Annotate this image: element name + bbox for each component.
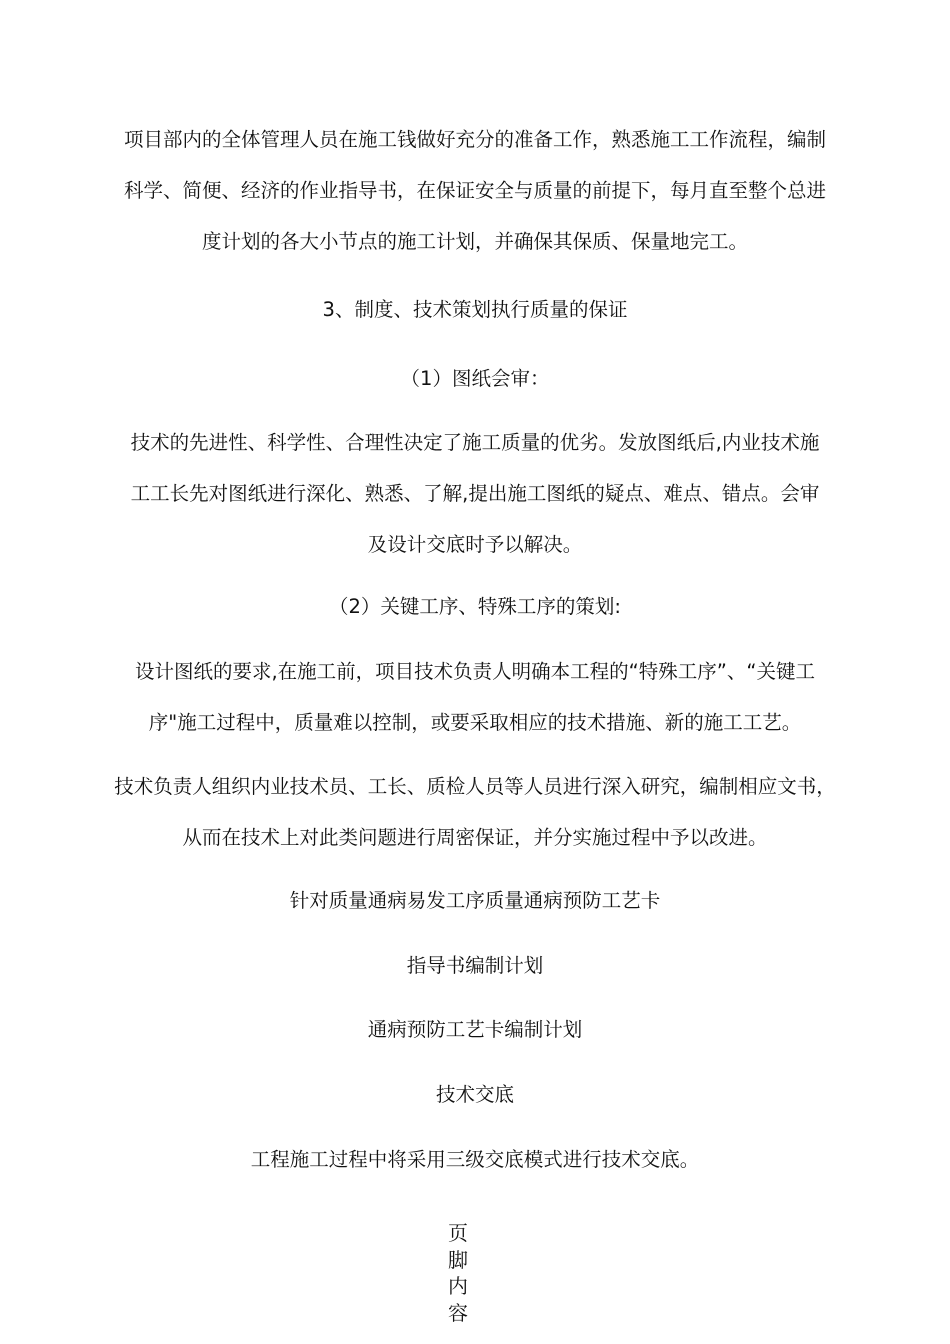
page-footer: 页脚内容 <box>448 1221 468 1325</box>
paragraph-line: 序"施工过程中，质量难以控制，或要采取相应的技术措施、新的施工工艺。 <box>148 711 802 734</box>
line-process-card: 针对质量通病易发工序质量通病预防工艺卡 <box>289 889 661 912</box>
paragraph-line: 科学、简便、经济的作业指导书，在保证安全与质量的前提下，每月直至整个总进 <box>123 179 826 202</box>
paragraph-line: 度计划的各大小节点的施工计划，并确保其保质、保量地完工。 <box>201 230 748 253</box>
section-heading: 3、制度、技术策划执行质量的保证 <box>322 298 628 321</box>
subheading-key-process: （2）关键工序、特殊工序的策划: <box>329 595 621 618</box>
paragraph-preparation <box>70 114 880 267</box>
paragraph-line: 及设计交底时予以解决。 <box>367 533 583 556</box>
paragraph-key-process <box>70 646 880 748</box>
paragraph-line: 技术负责人组织内业技术员、工长、质检人员等人员进行深入研究，编制相应文书， <box>114 775 836 798</box>
subheading-drawing-review: （1）图纸会审： <box>400 367 550 390</box>
line-technical-briefing: 技术交底 <box>435 1083 514 1106</box>
paragraph-line: 技术的先进性、科学性、合理性决定了施工质量的优劣。发放图纸后,内业技术施 <box>130 431 820 454</box>
paragraph-line: 从而在技术上对此类问题进行周密保证，并分实施过程中予以改进。 <box>182 826 768 849</box>
paragraph-research <box>70 761 880 863</box>
line-guide-plan: 指导书编制计划 <box>406 954 544 977</box>
paragraph-line: 设计图纸的要求,在施工前，项目技术负责人明确本工程的“特殊工序”、“关键工 <box>134 660 815 683</box>
line-three-level-briefing: 工程施工过程中将采用三级交底模式进行技术交底。 <box>250 1148 700 1171</box>
paragraph-drawing-review <box>70 417 880 570</box>
paragraph-line: 项目部内的全体管理人员在施工钱做好充分的准备工作，熟悉施工工作流程，编制 <box>123 128 826 151</box>
line-card-plan: 通病预防工艺卡编制计划 <box>367 1018 583 1041</box>
paragraph-line: 工工长先对图纸进行深化、熟悉、了解,提出施工图纸的疑点、难点、错点。会审 <box>130 482 820 505</box>
